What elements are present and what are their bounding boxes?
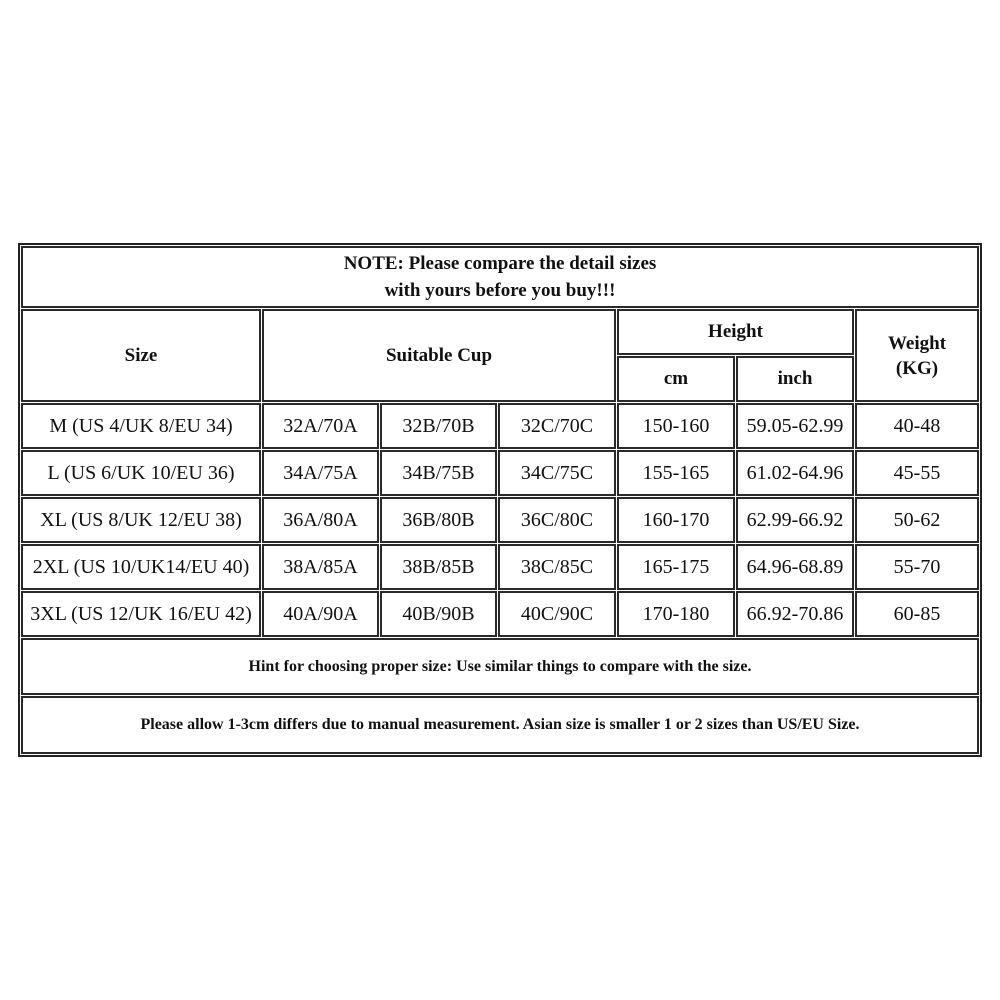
disclaimer-cell bbox=[21, 696, 979, 754]
note-line-1: NOTE: Please compare the detail sizes bbox=[343, 253, 657, 274]
row-2-cup-c-text: 34C/75C bbox=[520, 461, 594, 484]
row-2-inch-text: 61.02-64.96 bbox=[746, 461, 844, 484]
row-3-cup-b bbox=[380, 497, 497, 543]
header-suitable-cup bbox=[262, 309, 616, 402]
header-suitable-cup-label: Suitable Cup bbox=[385, 344, 493, 366]
row-2-cup-c bbox=[498, 450, 616, 496]
row-4-inch-text: 64.96-68.89 bbox=[746, 555, 844, 578]
row-5-cup-b-text: 40B/90B bbox=[402, 602, 475, 625]
row-3-size bbox=[21, 497, 261, 543]
row-4-cup-b bbox=[380, 544, 497, 590]
row-3-inch bbox=[736, 497, 854, 543]
row-2-size bbox=[21, 450, 261, 496]
row-1-cup-c-text: 32C/70C bbox=[520, 414, 594, 437]
row-5-cup-a bbox=[262, 591, 379, 637]
header-height-cm-label: cm bbox=[663, 368, 689, 389]
header-height-inch bbox=[736, 356, 854, 402]
row-5-weight bbox=[855, 591, 979, 637]
row-4-cup-c bbox=[498, 544, 616, 590]
row-1-inch bbox=[736, 403, 854, 449]
row-1-cup-a-text: 32A/70A bbox=[283, 414, 358, 437]
row-3-weight-text: 50-62 bbox=[893, 508, 941, 531]
row-3-cup-a bbox=[262, 497, 379, 543]
row-2-size-text: L (US 6/UK 10/EU 36) bbox=[47, 461, 235, 484]
row-3-weight bbox=[855, 497, 979, 543]
row-4-weight-text: 55-70 bbox=[893, 555, 941, 578]
row-5-inch bbox=[736, 591, 854, 637]
disclaimer-text: Please allow 1-3cm differs due to manual measurement. Asian size is smaller 1 or 2 sizes than US/EU Size. bbox=[140, 716, 860, 733]
header-weight bbox=[855, 309, 979, 402]
row-2-cup-b bbox=[380, 450, 497, 496]
row-4-cm bbox=[617, 544, 735, 590]
row-1-inch-text: 59.05-62.99 bbox=[746, 414, 844, 437]
header-size-label: Size bbox=[124, 344, 158, 366]
header-weight-unit: (KG) bbox=[895, 357, 939, 379]
header-height-cm bbox=[617, 356, 735, 402]
row-4-cup-c-text: 38C/85C bbox=[520, 555, 594, 578]
row-3-inch-text: 62.99-66.92 bbox=[746, 508, 844, 531]
row-5-inch-text: 66.92-70.86 bbox=[746, 602, 844, 625]
row-1-cup-b bbox=[380, 403, 497, 449]
row-4-cup-a bbox=[262, 544, 379, 590]
row-4-cup-b-text: 38B/85B bbox=[402, 555, 475, 578]
row-4-cm-text: 165-175 bbox=[642, 555, 710, 578]
row-5-size-text: 3XL (US 12/UK 16/EU 42) bbox=[30, 602, 252, 625]
row-5-cup-c bbox=[498, 591, 616, 637]
row-5-size bbox=[21, 591, 261, 637]
row-4-inch bbox=[736, 544, 854, 590]
row-5-cup-c-text: 40C/90C bbox=[520, 602, 594, 625]
row-5-cup-b bbox=[380, 591, 497, 637]
row-5-cup-a-text: 40A/90A bbox=[283, 602, 358, 625]
row-5-cm bbox=[617, 591, 735, 637]
header-weight-label: Weight bbox=[887, 332, 947, 354]
row-4-weight bbox=[855, 544, 979, 590]
row-2-cup-b-text: 34B/75B bbox=[402, 461, 475, 484]
row-2-weight bbox=[855, 450, 979, 496]
note-cell bbox=[21, 246, 979, 308]
row-3-cup-a-text: 36A/80A bbox=[283, 508, 358, 531]
row-4-cup-a-text: 38A/85A bbox=[283, 555, 358, 578]
row-5-weight-text: 60-85 bbox=[893, 602, 941, 625]
row-3-cup-c-text: 36C/80C bbox=[520, 508, 594, 531]
row-1-weight-text: 40-48 bbox=[893, 414, 941, 437]
row-2-weight-text: 45-55 bbox=[893, 461, 941, 484]
header-size bbox=[21, 309, 261, 402]
note-line-2: with yours before you buy!!! bbox=[384, 280, 616, 301]
row-1-cm bbox=[617, 403, 735, 449]
row-2-cm-text: 155-165 bbox=[642, 461, 710, 484]
header-height-label: Height bbox=[708, 321, 763, 342]
row-5-cm-text: 170-180 bbox=[642, 602, 710, 625]
row-1-size-text: M (US 4/UK 8/EU 34) bbox=[49, 414, 233, 437]
header-height-inch-label: inch bbox=[777, 368, 813, 389]
row-2-cup-a bbox=[262, 450, 379, 496]
row-3-cup-c bbox=[498, 497, 616, 543]
row-1-weight bbox=[855, 403, 979, 449]
row-1-cup-c bbox=[498, 403, 616, 449]
row-4-size bbox=[21, 544, 261, 590]
row-2-cup-a-text: 34A/75A bbox=[283, 461, 358, 484]
row-3-size-text: XL (US 8/UK 12/EU 38) bbox=[40, 508, 242, 531]
row-4-size-text: 2XL (US 10/UK14/EU 40) bbox=[32, 555, 250, 578]
row-3-cup-b-text: 36B/80B bbox=[402, 508, 475, 531]
row-1-cm-text: 150-160 bbox=[642, 414, 710, 437]
row-1-cup-a bbox=[262, 403, 379, 449]
row-3-cm bbox=[617, 497, 735, 543]
row-1-size bbox=[21, 403, 261, 449]
row-1-cup-b-text: 32B/70B bbox=[402, 414, 475, 437]
row-3-cm-text: 160-170 bbox=[642, 508, 710, 531]
hint-cell bbox=[21, 638, 979, 695]
header-height bbox=[617, 309, 854, 355]
row-2-cm bbox=[617, 450, 735, 496]
row-2-inch bbox=[736, 450, 854, 496]
hint-text: Hint for choosing proper size: Use similar things to compare with the size. bbox=[248, 657, 752, 675]
